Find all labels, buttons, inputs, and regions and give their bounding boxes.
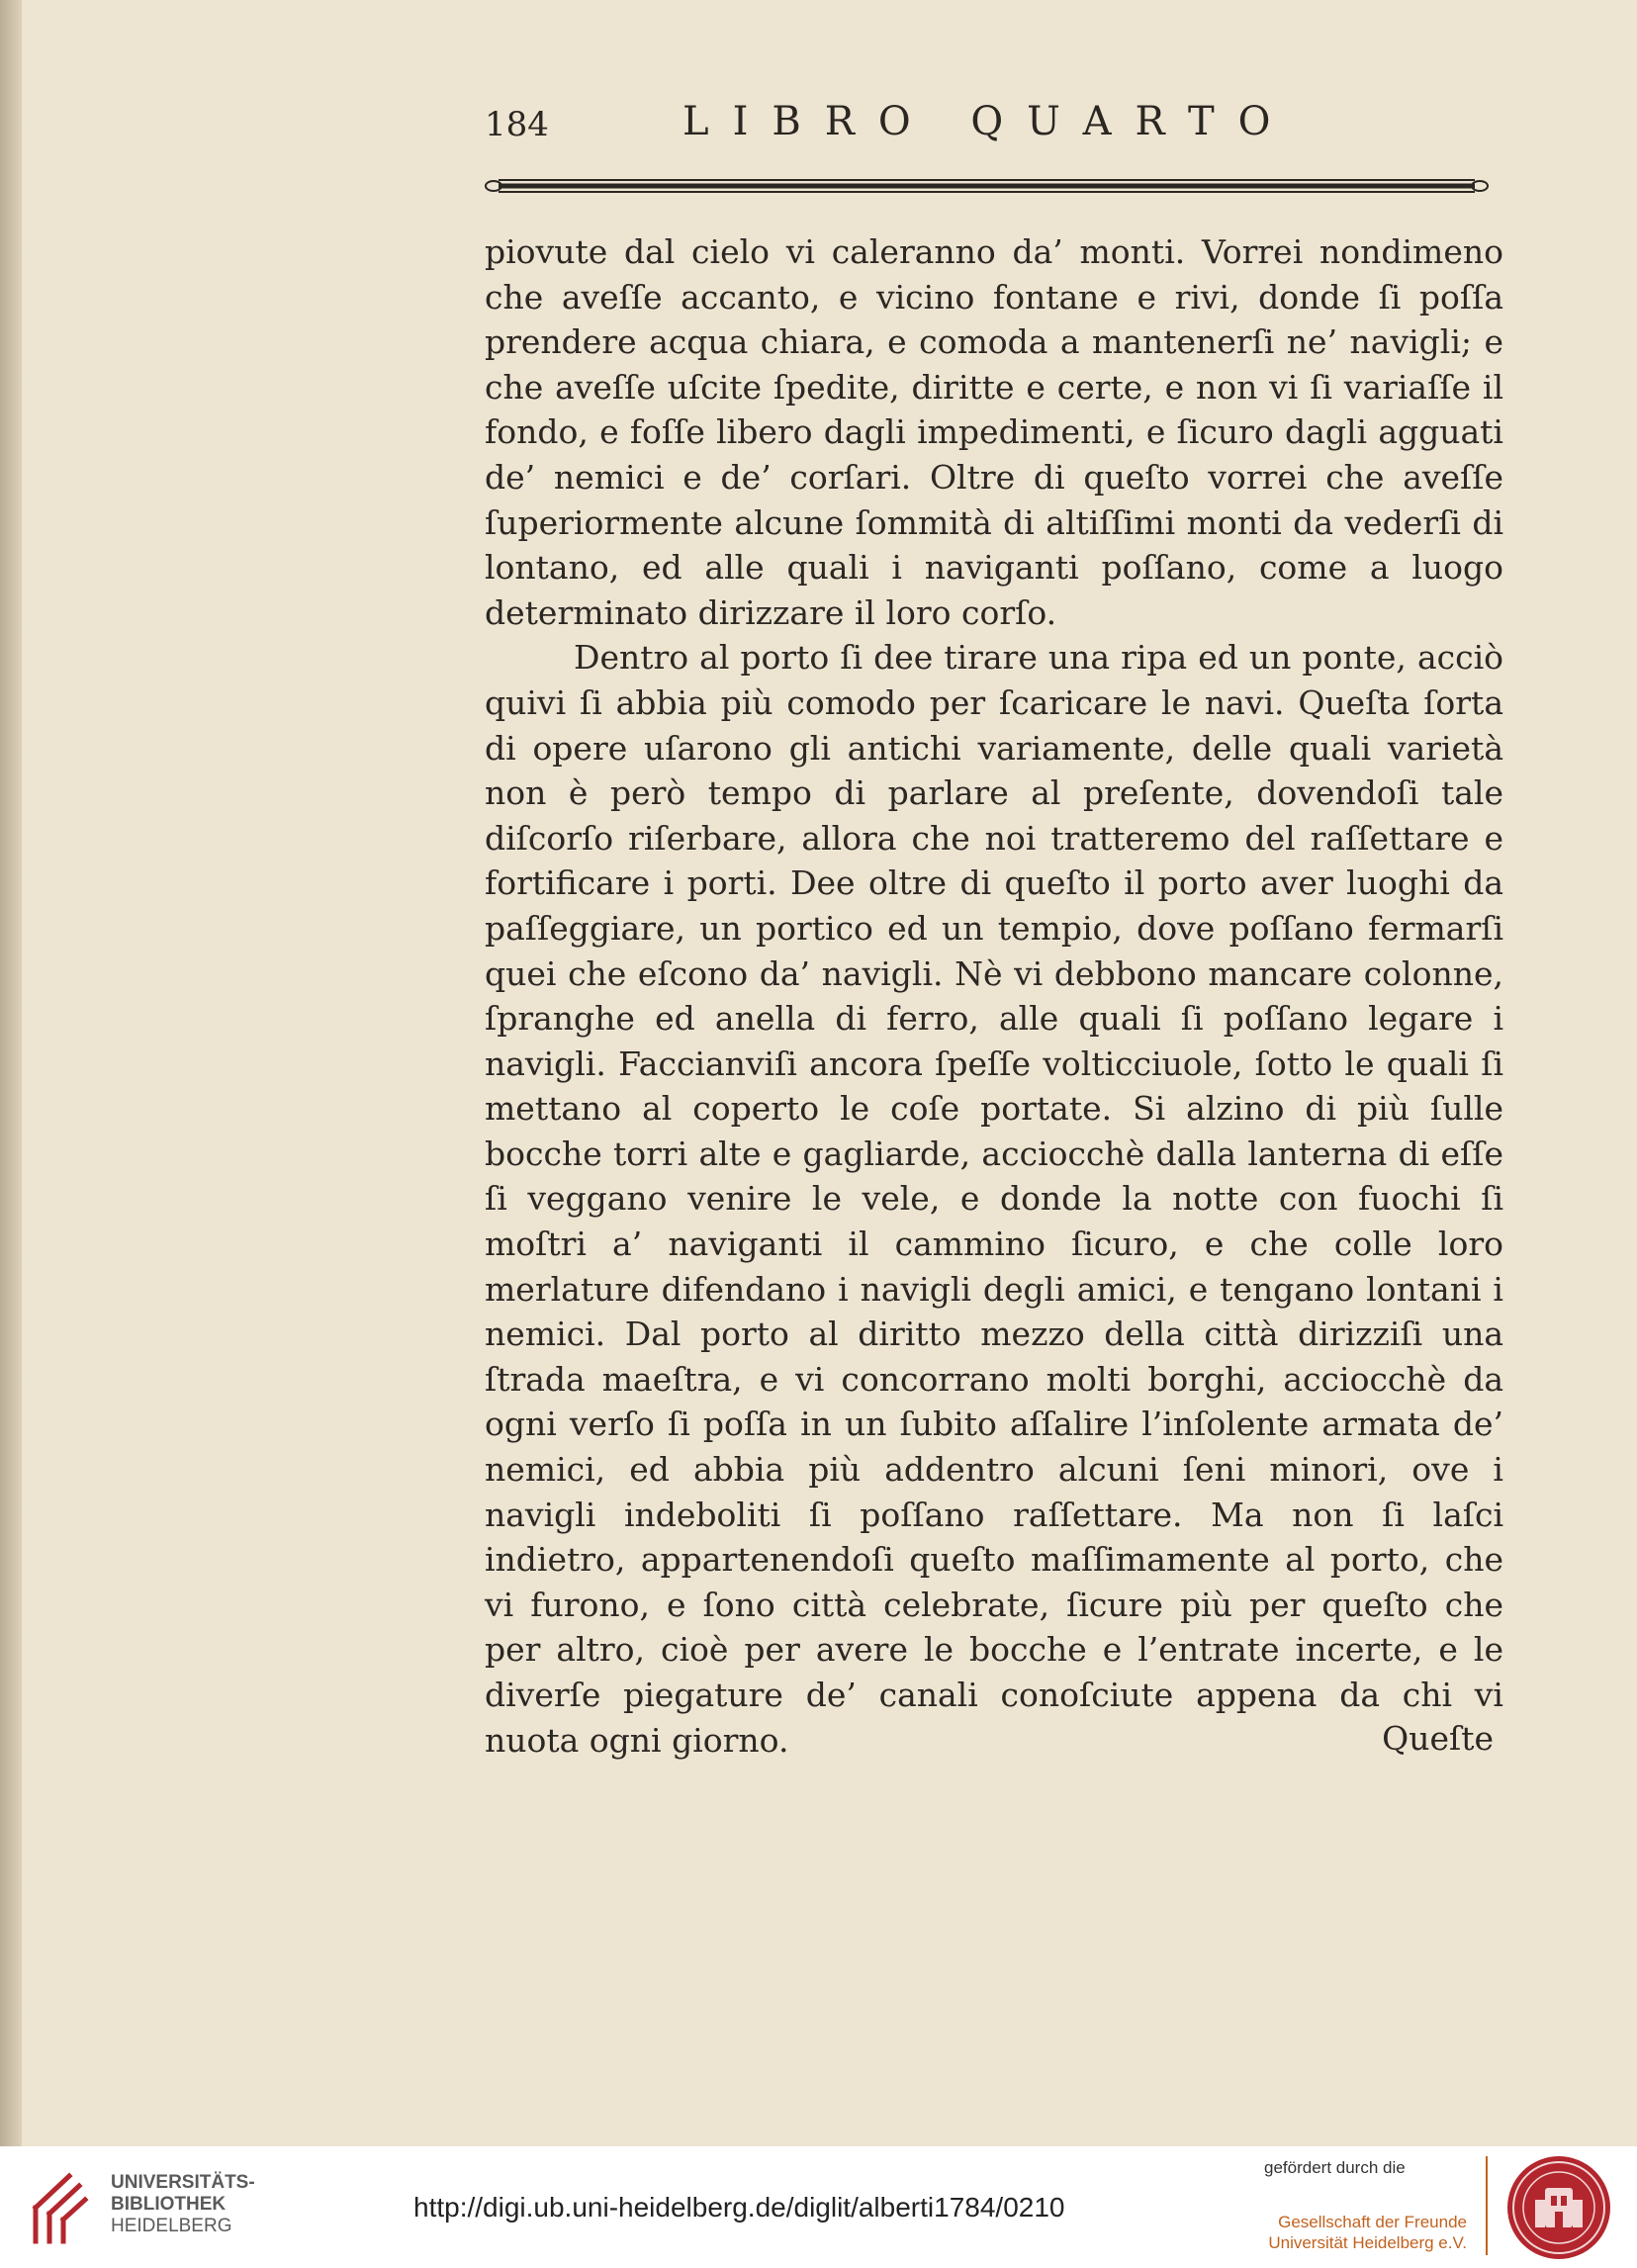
- page-number: 184: [485, 105, 549, 144]
- library-name-line-2: BIBLIOTHEK: [111, 2194, 227, 2215]
- permalink-url[interactable]: http://digi.ub.uni-heidelberg.de/diglit/alberti1784/0210: [413, 2192, 1065, 2223]
- digitization-footer: [0, 2146, 1637, 2268]
- sponsor-divider: [1486, 2156, 1488, 2255]
- body-text: [485, 229, 1503, 1763]
- running-title: LIBRO QUARTO: [682, 99, 1295, 144]
- library-name-line-3: HEIDELBERG: [111, 2216, 232, 2236]
- library-name: [111, 2172, 255, 2237]
- page-edge: [0, 0, 22, 2146]
- university-seal-icon: [1505, 2154, 1612, 2261]
- library-name-line-1: UNIVERSITÄTS-: [111, 2172, 255, 2193]
- page-header: [485, 97, 1489, 156]
- ornamental-rule: [485, 174, 1489, 198]
- library-logo-icon: [30, 2168, 89, 2245]
- sponsor-name-line-2: Universität Heidelberg e.V.: [1268, 2233, 1467, 2252]
- sponsor-note: gefördert durch die: [1264, 2158, 1406, 2177]
- catchword: Queſte: [1382, 1719, 1494, 1758]
- paragraph-1: piovute dal cielo vi caleranno da’ monti. Vorrei nondimeno che aveſſe accanto, e vicino fontane e rivi, donde ſi poſſa prendere acqua chiara, e comoda a mantenerſi ne’ navigli; e che aveſſe uſcite ſpedite, diritte e certe, e non vi ſi variaſſe il fondo, e foſſe libero dagli impedimenti, e ſicuro dagli agguati de’ nemici e de’ corſari. Oltre di queſto vorrei che aveſſe ſuperiormente alcune ſommità di altiſſimi monti da vederſi di lontano, ed alle quali i naviganti poſſano, come a luogo determinato dirizzare il loro corſo.: [485, 232, 1503, 632]
- paragraph-2: Dentro al porto ſi dee tirare una ripa ed un ponte, acciò quivi ſi abbia più comodo per ſcaricare le navi. Queſta ſorta di opere uſarono gli antichi variamente, delle quali varietà non è però tempo di parlare al preſente, dovendoſi tale diſcorſo riſerbare, allora che noi tratteremo del raſſettare e fortificare i porti. Dee oltre di queſto il porto aver luoghi da paſſeggiare, un portico ed un tempio, dove poſſano fermarſi quei che eſcono da’ navigli. Nè vi debbono mancare colonne, ſpranghe ed anella di ferro, alle quali ſi poſſano legare i navigli. Faccianviſi ancora ſpeſſe volticciuole, ſotto le quali ſi mettano al coperto le coſe portate. Si alzino di più ſulle bocche torri alte e gagliarde, acciocchè dalla lanterna di eſſe ſi veggano venire le vele, e donde la notte con fuochi ſi moſtri a’ naviganti il cammino ſicuro, e che colle loro merlature difendano i navigli degli amici, e tengano lontani i nemici. Dal porto al diritto mezzo della città dirizziſi una ſtrada maeſtra, e vi concorrano molti borghi, acciocchè da ogni verſo ſi poſſa in un ſubito aſſalire l’inſolente armata de’ nemici, ed abbia più addentro alcuni ſeni minori, ove i navigli indeboliti ſi poſſano raſſettare. Ma non ſi laſci indietro, appartenendoſi queſto maſſimamente al porto, che vi furono, e ſono città celebrate, ſicure più per queſto che per altro, cioè per avere le bocche e l’entrate incerte, e le diverſe piegature de’ canali conoſciute appena da chi vi nuota ogni giorno.: [485, 638, 1503, 1760]
- sponsor-name-line-1: Gesellschaft der Freunde: [1278, 2213, 1467, 2231]
- sponsor-name: [1254, 2212, 1467, 2253]
